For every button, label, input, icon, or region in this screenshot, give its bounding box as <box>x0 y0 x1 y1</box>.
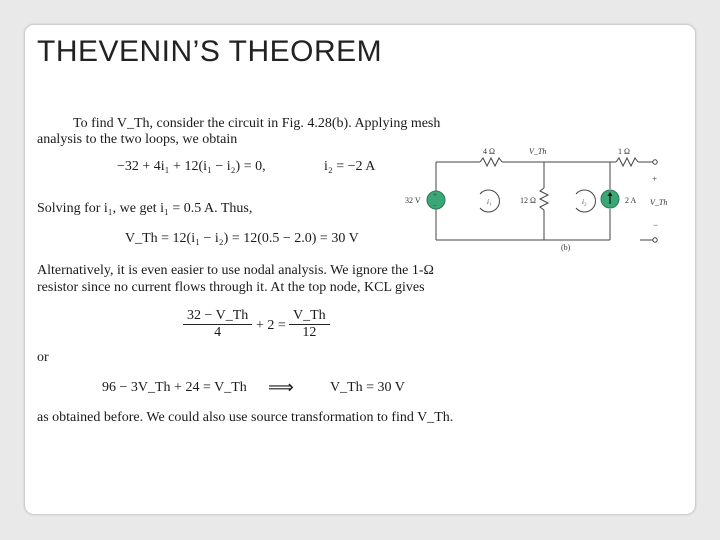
or-word: or <box>37 350 49 365</box>
label-isrc: 2 A <box>625 196 637 205</box>
nodal-equation: 96 − 3V_Th + 24 = V_Th <box>102 380 247 395</box>
kcl-fraction-right <box>289 308 330 341</box>
label-vth-out: V_Th <box>650 198 668 207</box>
label-vth-top: V_Th <box>529 147 547 156</box>
resistor-4ohm <box>480 158 502 166</box>
label-source: 32 V <box>405 196 421 205</box>
kcl-denominator-left: 4 <box>183 324 252 341</box>
label-r3: 1 Ω <box>618 147 630 156</box>
source-plus: + <box>433 191 437 199</box>
label-i1: i₁ <box>487 198 492 206</box>
label-plus: + <box>652 174 658 184</box>
kcl-denominator-right: 12 <box>289 324 330 341</box>
label-r2: 12 Ω <box>520 196 536 205</box>
mesh-current-value: i₂ = −2 A <box>324 159 376 174</box>
slide <box>24 24 696 515</box>
resistor-1ohm <box>616 158 638 166</box>
label-r1: 4 Ω <box>483 147 495 156</box>
nodal-result: V_Th = 30 V <box>330 380 405 395</box>
label-figure: (b) <box>561 243 571 252</box>
text-line-alt-1: Alternatively, it is even easier to use nodal analysis. We ignore the 1-Ω <box>37 263 434 278</box>
solve-line: Solving for i₁, we get i₁ = 0.5 A. Thus, <box>37 201 253 216</box>
label-i2: i₂ <box>582 198 587 206</box>
terminal-top <box>653 160 657 164</box>
implies-arrow: ⟹ <box>268 377 294 397</box>
kcl-fraction-left <box>183 308 252 341</box>
circuit-diagram <box>405 144 668 252</box>
circuit-wires <box>436 158 653 240</box>
resistor-12ohm <box>540 188 548 210</box>
kcl-numerator-left: 32 − V_Th <box>187 308 249 323</box>
vth-mesh-result: V_Th = 12(i₁ − i₂) = 12(0.5 − 2.0) = 30 V <box>125 231 359 246</box>
text-line-alt-2: resistor since no current flows through it. At the top node, KCL gives <box>37 280 425 295</box>
label-minus: − <box>653 220 659 230</box>
kcl-numerator-right: V_Th <box>293 308 326 323</box>
final-line: as obtained before. We could also use source transformation to find V_Th. <box>37 410 454 425</box>
mesh-equation: −32 + 4i₁ + 12(i₁ − i₂) = 0, <box>117 159 266 174</box>
terminal-bottom <box>653 238 657 242</box>
text-line-2: analysis to the two loops, we obtain <box>37 132 238 147</box>
kcl-middle: + 2 = <box>256 318 286 333</box>
source-minus: − <box>433 202 437 210</box>
slide-title: THEVENIN’S THEOREM <box>37 35 383 68</box>
text-line-1: To find V_Th, consider the circuit in Fig. 4.28(b). Applying mesh <box>73 116 441 131</box>
